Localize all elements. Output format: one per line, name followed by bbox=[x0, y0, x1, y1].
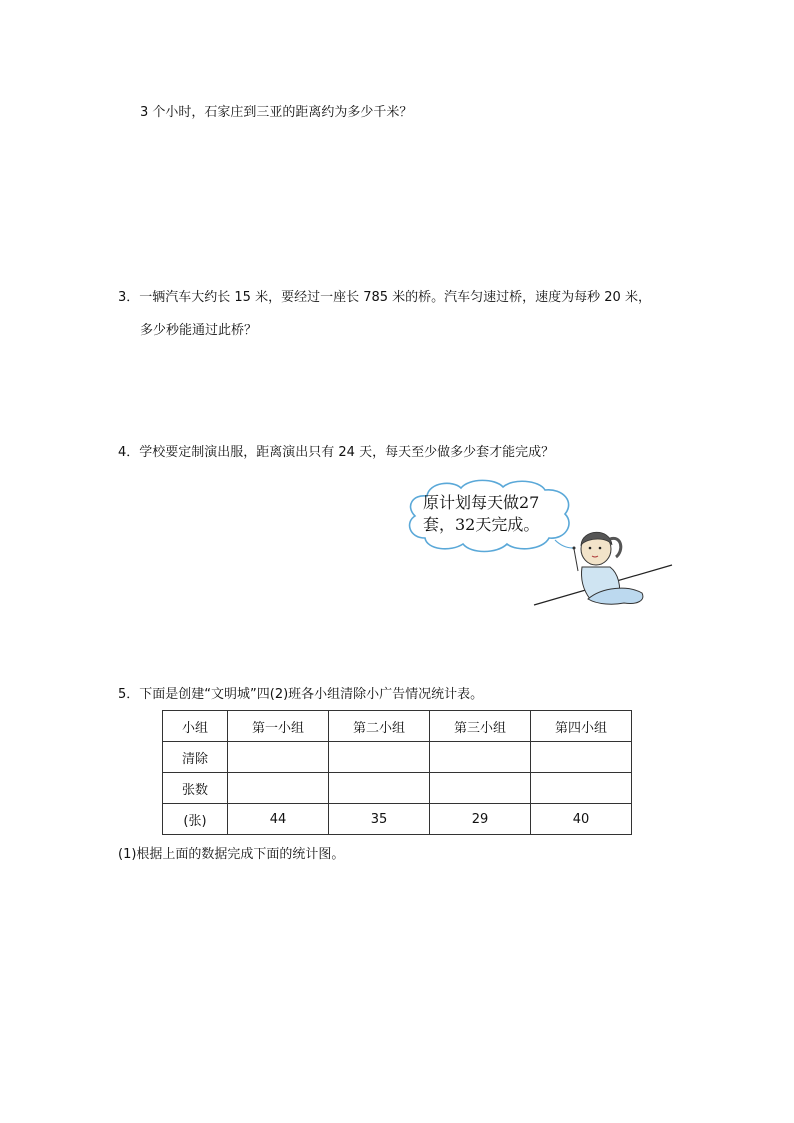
table-cell bbox=[531, 742, 632, 773]
question-5-text: 5．下面是创建“文明城”四(2)班各小组清除小广告情况统计表。 bbox=[118, 687, 484, 702]
stats-table bbox=[162, 710, 632, 835]
value-group-4: 40 bbox=[531, 804, 632, 835]
table-cell bbox=[228, 742, 329, 773]
sewing-girl-illustration bbox=[532, 515, 674, 607]
table-row bbox=[163, 804, 632, 835]
header-group-4: 第四小组 bbox=[531, 711, 632, 742]
row-label-count: 张数 bbox=[163, 773, 228, 804]
table-cell bbox=[228, 773, 329, 804]
row-label-unit: (张) bbox=[163, 804, 228, 835]
header-group-2: 第二小组 bbox=[329, 711, 430, 742]
bubble-line-1: 原计划每天做27 bbox=[423, 493, 540, 512]
table-cell bbox=[329, 742, 430, 773]
header-group: 小组 bbox=[163, 711, 228, 742]
table-cell bbox=[329, 773, 430, 804]
question-2-continuation: 3 个小时，石家庄到三亚的距离约为多少千米？ bbox=[140, 105, 413, 120]
table-cell bbox=[430, 773, 531, 804]
question-4-text: 4．学校要定制演出服，距离演出只有 24 天，每天至少做多少套才能完成？ bbox=[118, 445, 555, 460]
value-group-1: 44 bbox=[228, 804, 329, 835]
table-cell bbox=[430, 742, 531, 773]
value-group-2: 35 bbox=[329, 804, 430, 835]
table-row bbox=[163, 773, 632, 804]
header-group-3: 第三小组 bbox=[430, 711, 531, 742]
table-header-row bbox=[163, 711, 632, 742]
table-row bbox=[163, 742, 632, 773]
table-cell bbox=[531, 773, 632, 804]
header-group-1: 第一小组 bbox=[228, 711, 329, 742]
question-3-line-1: 3．一辆汽车大约长 15 米，要经过一座长 785 米的桥。汽车匀速过桥，速度为每秒 20 米， bbox=[118, 290, 651, 305]
question-5-subquestion-1: (1)根据上面的数据完成下面的统计图。 bbox=[118, 847, 345, 862]
row-label-clear: 清除 bbox=[163, 742, 228, 773]
bubble-line-2: 套，32天完成。 bbox=[423, 515, 540, 534]
question-3-line-2: 多少秒能通过此桥？ bbox=[140, 323, 258, 338]
value-group-3: 29 bbox=[430, 804, 531, 835]
